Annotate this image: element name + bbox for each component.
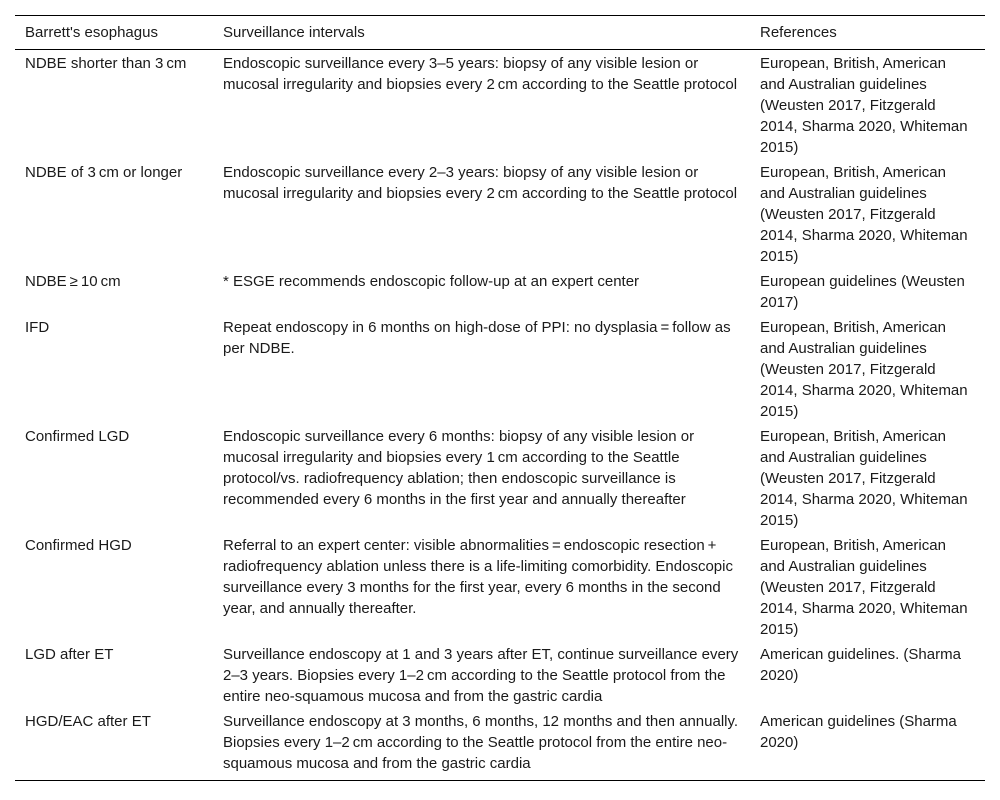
table-row [15,709,985,781]
reference-cell: European, British, American and Australian guidelines (Weusten 2017, Fitzgerald 2014, Sharma 2020, Whiteman 2015) [760,55,972,156]
table-header-row [15,16,985,50]
table-row [15,50,985,161]
condition-cell: LGD after ET [25,646,114,663]
surveillance-table-container [15,15,985,781]
table-row [15,269,985,315]
reference-cell: American guidelines (Sharma 2020) [760,713,961,751]
surveillance-table [15,15,985,781]
interval-cell: Repeat endoscopy in 6 months on high-dose of PPI: no dysplasia = follow as per NDBE. [223,319,735,357]
interval-cell: Endoscopic surveillance every 6 months: biopsy of any visible lesion or mucosal irregularity and biopsies every 1 cm according to the Seattle protocol/vs. radiofrequency ablation; then endoscopic surveillance is recommended every 6 months in the first year and annually thereafter [223,428,699,508]
reference-cell: European, British, American and Australian guidelines (Weusten 2017, Fitzgerald 2014, Sharma 2020, Whiteman 2015) [760,319,972,420]
header-surveillance-intervals: Surveillance intervals [223,24,365,41]
condition-cell: NDBE ≥ 10 cm [25,273,121,290]
condition-cell: Confirmed LGD [25,428,130,445]
reference-cell: European, British, American and Australian guidelines (Weusten 2017, Fitzgerald 2014, Sharma 2020, Whiteman 2015) [760,164,972,265]
reference-cell: European, British, American and Australian guidelines (Weusten 2017, Fitzgerald 2014, Sharma 2020, Whiteman 2015) [760,428,972,529]
interval-cell: * ESGE recommends endoscopic follow-up at an expert center [223,273,640,290]
interval-cell: Endoscopic surveillance every 2–3 years: biopsy of any visible lesion or mucosal irregularity and biopsies every 2 cm according to the Seattle protocol [223,164,738,202]
table-row [15,424,985,533]
interval-cell: Endoscopic surveillance every 3–5 years: biopsy of any visible lesion or mucosal irregularity and biopsies every 2 cm according to the Seattle protocol [223,55,738,93]
table-row [15,642,985,709]
table-row [15,533,985,642]
condition-cell: Confirmed HGD [25,537,132,554]
header-barretts-esophagus: Barrett's esophagus [25,24,158,41]
interval-cell: Referral to an expert center: visible abnormalities = endoscopic resection + radiofrequency ablation unless there is a life-limiting comorbidity. Endoscopic surveillance every 3 months for the first year, every 6 months in the second year, and annually thereafter. [223,537,738,617]
interval-cell: Surveillance endoscopy at 1 and 3 years after ET, continue surveillance every 2–3 years. Biopsies every 1–2 cm according to the Seattle protocol from the entire neo-squamous mucosa and from the gastric cardia [223,646,743,705]
interval-cell: Surveillance endoscopy at 3 months, 6 months, 12 months and then annually. Biopsies every 1–2 cm according to the Seattle protocol from the entire neo-squamous mucosa and from the gastric cardia [223,713,743,772]
table-row [15,160,985,269]
reference-cell: European guidelines (Weusten 2017) [760,273,970,311]
condition-cell: NDBE of 3 cm or longer [25,164,183,181]
header-references: References [760,24,837,41]
condition-cell: NDBE shorter than 3 cm [25,55,187,72]
condition-cell: IFD [25,319,50,336]
table-row [15,315,985,424]
reference-cell: European, British, American and Australian guidelines (Weusten 2017, Fitzgerald 2014, Sharma 2020, Whiteman 2015) [760,537,972,638]
condition-cell: HGD/EAC after ET [25,713,151,730]
reference-cell: American guidelines. (Sharma 2020) [760,646,966,684]
